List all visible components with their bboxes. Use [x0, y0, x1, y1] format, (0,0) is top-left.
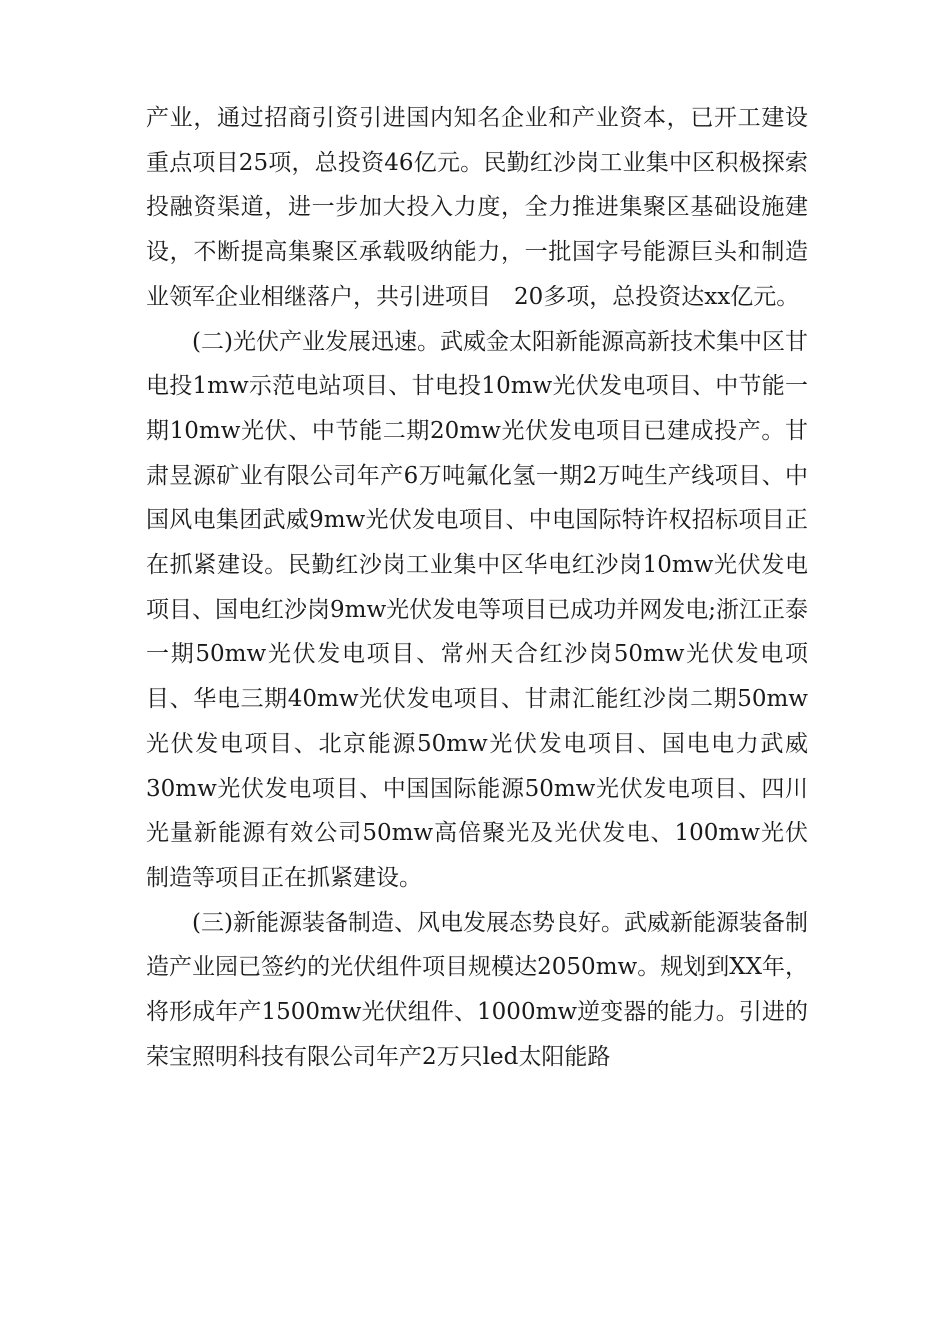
paragraph-photovoltaic-industry: (二)光伏产业发展迅速。武威金太阳新能源高新技术集中区甘电投1mw示范电站项目、甘电投10mw光伏发电项目、中节能一期10mw光伏、中节能二期20mw光伏发电项目已建成投产。甘肃昱源矿业有限公司年产6万吨氟化氢一期2万吨生产线项目、中国风电集团武威9mw光伏发电项目、中电国际特许权招标项目正在抓紧建设。民勤红沙岗工业集中区华电红沙岗10mw光伏发电项目、国电红沙岗9mw光伏发电等项目已成功并网发电;浙江正泰一期50mw光伏发电项目、常州天合红沙岗50mw光伏发电项目、华电三期40mw光伏发电项目、甘肃汇能红沙岗二期50mw光伏发电项目、北京能源50mw光伏发电项目、国电电力武威30mw光伏发电项目、中国国际能源50mw光伏发电项目、四川光量新能源有效公司50mw高倍聚光及光伏发电、100mw光伏制造等项目正在抓紧建设。: [146, 328, 808, 891]
paragraph-industry-investment: 产业，通过招商引资引进国内知名企业和产业资本，已开工建设重点项目25项，总投资46亿元。民勤红沙岗工业集中区积极探索投融资渠道，进一步加大投入力度，全力推进集聚区基础设施建设，不断提高集聚区承载吸纳能力，一批国字号能源巨头和制造业领军企业相继落户，共引进项目 20多项，总投资达xx亿元。: [146, 105, 808, 310]
paragraph-equipment-manufacturing: (三)新能源装备制造、风电发展态势良好。武威新能源装备制造产业园已签约的光伏组件项目规模达2050mw。规划到XX年，将形成年产1500mw光伏组件、1000mw逆变器的能力。引进的荣宝照明科技有限公司年产2万只led太阳能路: [146, 909, 808, 1070]
document-body: [146, 96, 808, 1079]
